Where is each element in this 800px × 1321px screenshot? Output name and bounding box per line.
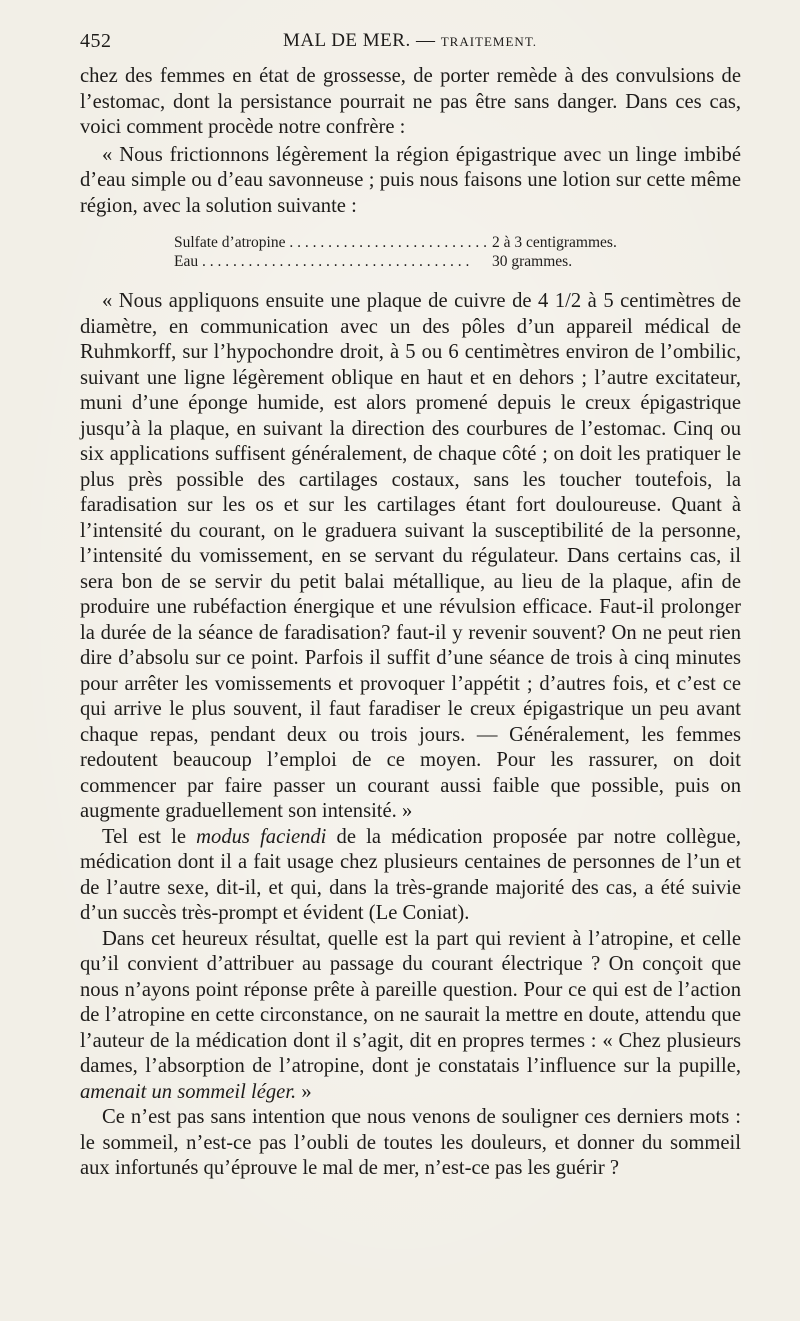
- paragraph-6: Ce n’est pas sans intention que nous venons de souligner ces derniers mots : le sommeil, n’est-ce pas l’oubli de toutes les douleurs, et donner du sommeil aux infortunés qu’éprouve le mal de mer, n’est-ce pas les guérir ?: [80, 1106, 741, 1179]
- paragraph-4-end: de la médication proposée par notre collègue, médication dont il a fait usage chez plusieurs centaines de personnes de l’un et de l’autre sexe, dit-il, et qui, dans la très-grande majorité des cas, a été suivie d’un succès très-prompt et évident (Le Coniat).: [80, 825, 742, 924]
- formula-dose: 2 à 3 centigrammes.: [492, 234, 617, 251]
- formula-ingredient: Sulfate d’atropine . . .: [174, 233, 486, 252]
- running-title-main: MAL DE MER.: [282, 30, 411, 51]
- paragraph-5-italic: amenait un sommeil léger.: [80, 1080, 297, 1103]
- formula-row: [174, 233, 664, 252]
- paragraph-5: [80, 927, 741, 1106]
- paragraph-4-italic: modus faciendi: [196, 825, 327, 848]
- prescription-formula: [174, 233, 741, 271]
- paragraph-5-end: »: [296, 1080, 312, 1103]
- formula-row: [174, 252, 664, 271]
- formula-ingredient: Eau . . .: [174, 252, 486, 271]
- running-title-dash: —: [410, 30, 441, 51]
- page-number: 452: [80, 30, 112, 52]
- formula-dose: 30 grammes.: [492, 253, 573, 270]
- running-header: [80, 30, 740, 58]
- paragraph-3: « Nous appliquons ensuite une plaque de cuivre de 4 1/2 à 5 centimètres de diamètre, en communication avec un des pôles d’un appareil médical de Ruhmkorff, sur l’hypochondre droit, à 5 ou 6 centimètres environ de l’ombilic, suivant une ligne légèrement oblique en haut et en dehors ; l’autre excitateur, muni d’une éponge humide, est alors promené depuis le creux épigastrique jusqu’à la plaque, en suivant la direction des courbures de l’estomac. Cinq ou six applications suffisent généralement, de chaque côté ; on doit les pratiquer le plus près possible des cartilages costaux, sans les toucher toutefois, la faradisation sur les os et sur les cartilages étant fort douloureuse. Quant à l’intensité du courant, on le graduera suivant la susceptibilité de la personne, l’intensité du vomissement, en se servant du régulateur. Dans certains cas, il sera bon de se servir du petit balai métallique, au lieu de la plaque, afin de produire une rubéfaction énergique et une révulsion efficace. Faut-il prolonger la durée de la séance de faradisation? faut-il y revenir souvent? On ne peut rien dire d’absolu sur ce point. Parfois il suffit d’une séance de trois à cinq minutes pour arrêter les vomissements et provoquer l’appétit ; d’autres fois, et c’est ce qui arrive le plus souvent, il faut faradiser le creux épigastrique un peu avant chaque repas, pendant deux ou trois jours. — Généralement, les femmes redoutent beaucoup l’emploi de ce moyen. Pour les rassurer, on doit commencer par faire passer un courant aussi faible que possible, puis on augmente graduellement son intensité. »: [80, 290, 741, 822]
- running-title-sub: TRAITEMENT.: [440, 34, 538, 49]
- paragraph-1: chez des femmes en état de grossesse, de porter remède à des convulsions de l’estomac, dont la persistance pourrait ne pas être sans danger. Dans ces cas, voici comment procède notre confrère :: [80, 65, 741, 138]
- paragraph-4-start: Tel est le: [102, 825, 197, 848]
- paragraph-4: [80, 825, 741, 927]
- body-text: [80, 64, 741, 1182]
- paragraph-2: « Nous frictionnons légèrement la région épigastrique avec un linge imbibé d’eau simple ou d’eau savonneuse ; puis nous faisons une lotion sur cette même région, avec la solution suivante :: [80, 143, 741, 217]
- paragraph-5-start: Dans cet heureux résultat, quelle est la part qui revient à l’atropine, et celle qu’il convient d’attribuer au passage du courant électrique ? On conçoit que nous n’ayons point réponse prête à pareille question. Pour ce qui est de l’action de l’atropine en cette circonstance, on ne saurait la mettre en doute, attendu que l’auteur de la médication dont il s’agit, dit en propres termes : « Chez plusieurs dames, l’absorption de l’atropine, dont je constatais l’influence sur la pupille,: [80, 927, 741, 1077]
- running-title: [80, 30, 740, 52]
